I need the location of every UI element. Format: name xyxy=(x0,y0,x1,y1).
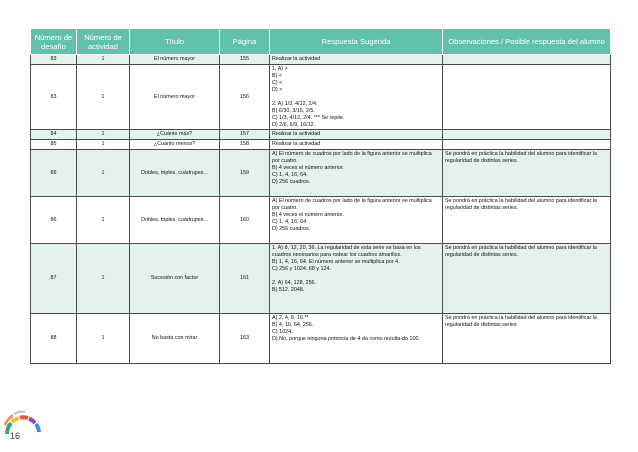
respuesta-line: C) 1024. xyxy=(272,329,293,335)
header-numero-actividad: Número de actividad xyxy=(77,29,130,55)
table-row xyxy=(31,150,611,197)
header-titulo: Título xyxy=(130,29,220,55)
cell-pagina: 157 xyxy=(220,130,270,140)
cell-pagina: 159 xyxy=(220,150,270,197)
respuesta-line xyxy=(272,273,440,280)
respuesta-line: A) El número de cuadros por lado de la figura anterior se multiplica por cuatro. xyxy=(272,151,432,164)
cell-pagina: 158 xyxy=(220,140,270,150)
respuesta-line: D) > xyxy=(272,87,283,93)
cell-observaciones xyxy=(443,150,611,197)
cell-respuesta-sugerida xyxy=(270,65,443,130)
respuesta-line: C) 1, 4, 16, 64. xyxy=(272,219,308,225)
cell-numero-actividad: 1 xyxy=(77,65,130,130)
respuesta-line: D) 256 cuadros. xyxy=(272,226,311,232)
cell-numero-actividad: 1 xyxy=(77,140,130,150)
cell-numero-desafio: 83 xyxy=(31,65,77,130)
cell-numero-desafio: 87 xyxy=(31,244,77,314)
cell-respuesta-sugerida xyxy=(270,130,443,140)
cell-observaciones xyxy=(443,55,611,65)
header-numero-desafio: Número de desafío xyxy=(31,29,77,55)
cell-respuesta-sugerida xyxy=(270,314,443,364)
table-row xyxy=(31,140,611,150)
respuesta-line: 2. A) 1/3, 4/12, 2/4. xyxy=(272,101,318,107)
cell-pagina: 163 xyxy=(220,314,270,364)
cell-observaciones xyxy=(443,314,611,364)
respuesta-line: A) 2, 4, 8, 16.** xyxy=(272,315,309,321)
respuesta-line xyxy=(272,94,440,101)
header-respuesta-sugerida: Respuesta Sugerida xyxy=(270,29,443,55)
cell-titulo: El número mayor xyxy=(130,55,220,65)
cell-numero-desafio: 86 xyxy=(31,197,77,244)
respuesta-line: C) 1/3, 4/12, 2/4. *** Se repite. xyxy=(272,115,345,121)
cell-numero-desafio: 88 xyxy=(31,314,77,364)
respuesta-line: B) 4 veces el número anterior. xyxy=(272,165,344,171)
cell-pagina: 160 xyxy=(220,197,270,244)
page-number: 16 xyxy=(10,431,21,441)
table-body xyxy=(31,55,611,364)
table-row xyxy=(31,65,611,130)
cell-respuesta-sugerida xyxy=(270,197,443,244)
cell-numero-actividad: 1 xyxy=(77,197,130,244)
table-row xyxy=(31,55,611,65)
observacion-line: Se pondrá en práctica la habilidad del alumno para identificar la regularidad de distintas series. xyxy=(445,245,597,258)
cell-pagina: 161 xyxy=(220,244,270,314)
respuesta-line: D) 2/6, 6/9, 16/12. xyxy=(272,122,316,128)
respuesta-line: Realizar la actividad xyxy=(272,131,321,137)
respuesta-line: B) 1, 4, 16, 64. El número anterior se multiplica por 4. xyxy=(272,259,400,265)
respuesta-line: C) < xyxy=(272,80,283,86)
table-row xyxy=(31,244,611,314)
table-row xyxy=(31,197,611,244)
respuesta-line: C) 1, 4, 16, 64. xyxy=(272,172,308,178)
cell-titulo: ¿Cuánto más? xyxy=(130,130,220,140)
cell-numero-actividad: 1 xyxy=(77,244,130,314)
respuesta-line: D) No, porque ninguna potencia de 4 da como resulta-do 100. xyxy=(272,336,421,342)
cell-numero-actividad: 1 xyxy=(77,150,130,197)
activities-table xyxy=(30,28,611,364)
respuesta-line: B) < xyxy=(272,73,283,79)
cell-pagina: 156 xyxy=(220,65,270,130)
cell-numero-actividad: 1 xyxy=(77,130,130,140)
cell-observaciones xyxy=(443,130,611,140)
cell-titulo: Dobles, triples, cuádrupes... xyxy=(130,197,220,244)
respuesta-line: A) El número de cuadros por lado de la figura anterior se multiplica por cuatro. xyxy=(272,198,432,211)
cell-respuesta-sugerida xyxy=(270,55,443,65)
respuesta-line: B) 4, 16, 64, 256. xyxy=(272,322,314,328)
cell-numero-desafio: 84 xyxy=(31,130,77,140)
cell-numero-actividad: 1 xyxy=(77,314,130,364)
cell-numero-desafio: 85 xyxy=(31,140,77,150)
cell-respuesta-sugerida xyxy=(270,244,443,314)
cell-numero-desafio: 83 xyxy=(31,55,77,65)
respuesta-line: 1. A) > xyxy=(272,66,288,72)
respuesta-line: B) 512, 2048. xyxy=(272,287,305,293)
cell-titulo: No basta con mirar xyxy=(130,314,220,364)
cell-pagina: 155 xyxy=(220,55,270,65)
cell-titulo: Sucesión con factor xyxy=(130,244,220,314)
header-pagina: Página xyxy=(220,29,270,55)
respuesta-line: 1. A) 8, 12, 20, 36. La regularidad de esta serie se basa en los cuadros necesarios para rodear los cuadros amarillos. xyxy=(272,245,421,258)
cell-titulo: ¿Cuánto menos? xyxy=(130,140,220,150)
respuesta-line: C) 256 y 1024. 68 y 124. xyxy=(272,266,332,272)
observacion-line: Se pondrá en práctica la habilidad del alumno para identificar la regularidad de distintas series. xyxy=(445,315,597,328)
respuesta-line: 2. A) 64, 128, 256. xyxy=(272,280,317,286)
respuesta-line: B) 6/30, 3/15, 2/5. xyxy=(272,108,315,114)
respuesta-line: B) 4 veces el número anterior. xyxy=(272,212,344,218)
cell-observaciones xyxy=(443,65,611,130)
header-observaciones: Observaciones / Posible respuesta del alumno xyxy=(443,29,611,55)
cell-respuesta-sugerida xyxy=(270,150,443,197)
cell-observaciones xyxy=(443,244,611,314)
table-row xyxy=(31,130,611,140)
respuesta-line: D) 256 cuadros. xyxy=(272,179,311,185)
cell-titulo: El número mayor xyxy=(130,65,220,130)
table-header-row xyxy=(31,29,611,55)
respuesta-line: Realizar la actividad xyxy=(272,141,321,147)
observacion-line: Se pondrá en práctica la habilidad del alumno para identificar la regularidad de distintas series. xyxy=(445,198,597,211)
cell-observaciones xyxy=(443,197,611,244)
respuesta-line: Realizar la actividad xyxy=(272,56,321,62)
cell-respuesta-sugerida xyxy=(270,140,443,150)
cell-numero-actividad: 1 xyxy=(77,55,130,65)
cell-observaciones xyxy=(443,140,611,150)
cell-titulo: Dobles, triples, cuádrupes... xyxy=(130,150,220,197)
table-row xyxy=(31,314,611,364)
observacion-line: Se pondrá en práctica la habilidad del alumno para identificar la regularidad de distintas series. xyxy=(445,151,597,164)
cell-numero-desafio: 86 xyxy=(31,150,77,197)
